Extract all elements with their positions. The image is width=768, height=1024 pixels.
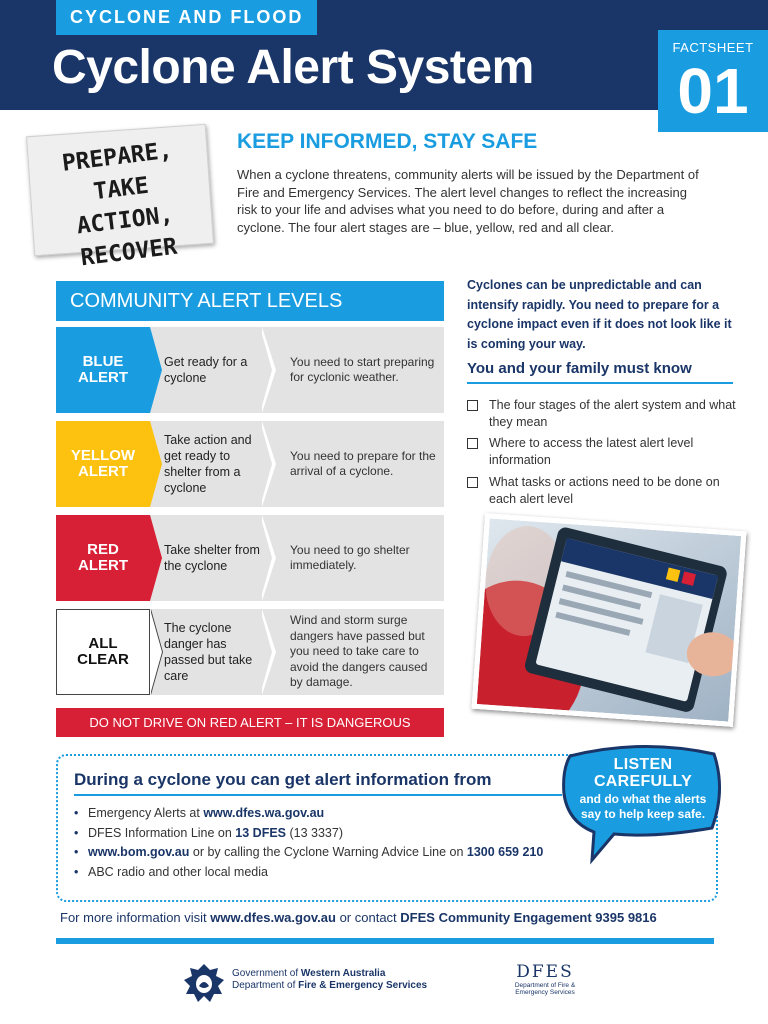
list-item xyxy=(74,843,543,863)
dfes-logo xyxy=(510,962,580,996)
red-alert-warning: DO NOT DRIVE ON RED ALERT – IT IS DANGEROUS xyxy=(56,708,444,737)
prepare-stamp xyxy=(26,124,214,272)
badge-line: ALERT xyxy=(78,557,128,574)
tablet-illustration xyxy=(477,518,741,721)
government-wa-text xyxy=(232,968,427,992)
item-text: DFES Information Line on xyxy=(88,825,236,840)
cyclone-warning-text: Cyclones can be unpredictable and can intensify rapidly. You need to prepare for a cyclone impact even if it does not look like it is coming your way. xyxy=(467,278,732,351)
alert-badge-all-clear xyxy=(56,609,150,695)
divider-chevron-fill xyxy=(260,609,272,695)
checkbox-icon xyxy=(467,438,478,449)
divider xyxy=(74,794,562,796)
badge-line: YELLOW xyxy=(70,447,136,464)
stamp-line: TAKE ACTION, xyxy=(75,172,175,240)
cyclone-advice-phone: 1300 659 210 xyxy=(466,845,544,859)
alert-action: Take shelter from the cyclone xyxy=(164,543,260,573)
item-text: (13 3337) xyxy=(286,825,343,840)
stamp-text xyxy=(33,131,213,278)
item-text: Emergency Alerts at xyxy=(88,806,204,820)
factsheet-label: FACTSHEET xyxy=(672,40,754,55)
link-dfes-footer[interactable]: www.dfes.wa.gov.au xyxy=(210,910,336,925)
badge-line: ALL xyxy=(88,635,118,652)
alert-row-yellow xyxy=(56,421,444,507)
alert-description: You need to prepare for the arrival of a cyclone. xyxy=(290,448,436,478)
divider-chevron-fill xyxy=(260,421,272,507)
alert-action: Get ready for a cyclone xyxy=(164,355,248,385)
divider-chevron-fill xyxy=(260,515,272,601)
alert-description: You need to go shelter immediately. xyxy=(290,542,410,572)
checklist-text: Where to access the latest alert level information xyxy=(489,436,694,467)
dfes-logo-subtext: Department of Fire & xyxy=(514,982,576,989)
checkbox-icon xyxy=(467,400,478,411)
gov-text-bold: Fire & Emergency Services xyxy=(298,980,428,991)
more-info-text: For more information visit xyxy=(60,910,211,925)
link-bom-website[interactable]: www.bom.gov.au xyxy=(88,845,190,859)
chevron-arrow-icon xyxy=(150,421,162,507)
badge-line: CLEAR xyxy=(77,651,129,668)
alert-badge-blue xyxy=(56,327,150,413)
intro-paragraph: When a cyclone threatens, community alerts will be issued by the Department of Fire and Emergency Services. The alert level changes to reflect the increasing risk to your life and advises what you need to do before, during and after a cyclone. The four alert stages are – blue, yellow, red and all clear. xyxy=(237,167,699,235)
checkbox-icon xyxy=(467,477,478,488)
badge-line: BLUE xyxy=(82,353,124,370)
chevron-arrow-icon xyxy=(150,609,162,695)
callout-line: CAREFULLY xyxy=(593,773,693,790)
stamp-line: RECOVER xyxy=(79,233,179,272)
badge-line: ALERT xyxy=(77,463,128,480)
topic-tag: CYCLONE AND FLOOD xyxy=(56,0,317,35)
list-item xyxy=(74,824,543,844)
gov-text: Department of xyxy=(232,980,299,991)
dfes-logo-subtext: Emergency Services xyxy=(515,989,575,996)
community-engagement-contact: DFES Community Engagement 9395 9816 xyxy=(400,910,657,925)
badge-line: RED xyxy=(87,541,119,558)
intro-heading: KEEP INFORMED, STAY SAFE xyxy=(237,130,538,153)
alert-info-heading: During a cyclone you can get alert information from xyxy=(74,770,492,789)
alert-row-blue xyxy=(56,327,444,413)
chevron-arrow-icon xyxy=(150,327,162,413)
must-know-heading: You and your family must know xyxy=(467,360,733,384)
callout-subtext: and do what the alerts say to help keep safe. xyxy=(579,792,707,821)
item-text: or by calling the Cyclone Warning Advice Line on xyxy=(189,845,467,859)
stamp-line: PREPARE, xyxy=(60,137,174,177)
alert-action: Take action and get ready to shelter from a cyclone xyxy=(164,433,252,495)
list-item xyxy=(74,804,543,824)
alert-action: The cyclone danger has passed but take care xyxy=(164,621,253,683)
dfes-logo-text: DFES xyxy=(516,962,574,982)
item-text: ABC radio and other local media xyxy=(88,864,268,879)
alert-row-red xyxy=(56,515,444,601)
more-info-line xyxy=(60,910,657,925)
callout-line: LISTEN xyxy=(613,756,673,773)
alert-levels-heading-text: COMMUNITY ALERT LEVELS xyxy=(70,290,343,312)
gov-text-bold: Western Australia xyxy=(300,968,386,979)
alert-badge-red xyxy=(56,515,150,601)
checklist-text: The four stages of the alert system and what they mean xyxy=(489,398,736,429)
footer-divider xyxy=(56,938,714,944)
checklist-text: What tasks or actions need to be done on each alert level xyxy=(489,475,720,506)
more-info-text: or contact xyxy=(335,910,401,925)
alert-levels-heading xyxy=(56,281,444,321)
page-title: Cyclone Alert System xyxy=(52,41,534,94)
wa-crest-logo xyxy=(180,962,228,1004)
alert-row-all-clear xyxy=(56,609,444,695)
badge-line: ALERT xyxy=(78,369,128,386)
alert-description: You need to start preparing for cyclonic weather. xyxy=(290,354,435,384)
chevron-arrow-icon xyxy=(150,515,162,601)
factsheet-number: 01 xyxy=(677,55,749,127)
gov-text: Government of xyxy=(232,968,301,979)
alert-description: Wind and storm surge dangers have passed but you need to take care to avoid the dangers caused by damage. xyxy=(290,613,428,690)
divider-chevron-fill xyxy=(260,327,272,413)
alert-source-list xyxy=(74,804,543,882)
listen-callout xyxy=(574,756,712,822)
tablet-photo xyxy=(471,513,746,727)
list-item xyxy=(74,863,543,883)
alert-badge-yellow xyxy=(56,421,150,507)
factsheet-badge xyxy=(658,30,768,132)
link-dfes-website[interactable]: www.dfes.wa.gov.au xyxy=(203,806,325,820)
dfes-phone: 13 DFES xyxy=(235,825,287,840)
